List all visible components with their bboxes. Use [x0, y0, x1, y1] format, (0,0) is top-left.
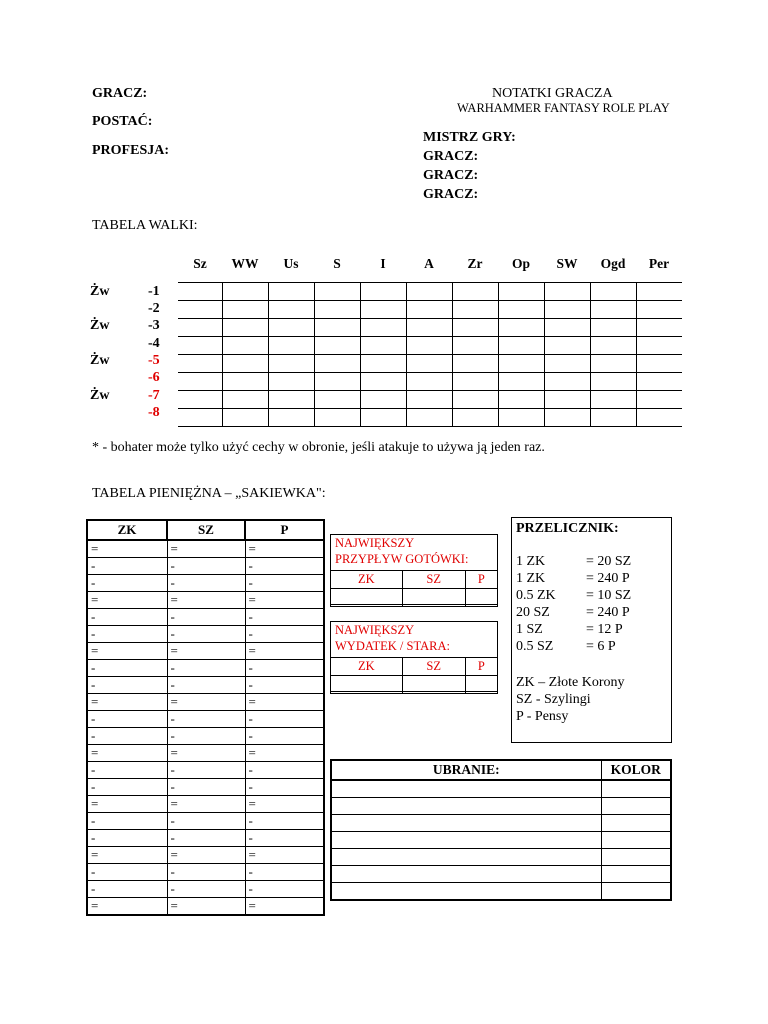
money-entry-row	[87, 762, 324, 779]
inflow-cell[interactable]	[331, 589, 403, 607]
money-entry-cell[interactable]: -	[245, 779, 324, 796]
color-cell[interactable]	[601, 780, 671, 798]
combat-cell[interactable]	[544, 283, 590, 301]
money-entry-cell[interactable]: -	[167, 762, 245, 779]
combat-cell[interactable]	[452, 283, 498, 301]
inflow-col-sz: SZ	[402, 571, 465, 589]
money-entry-cell[interactable]: -	[87, 711, 167, 728]
converter-to: = 20 SZ	[586, 554, 632, 569]
clothing-row	[331, 780, 671, 798]
outflow-cell[interactable]	[465, 676, 497, 694]
color-header: KOLOR	[601, 760, 671, 780]
combat-column-header: Ogd	[600, 256, 626, 271]
combat-cell[interactable]	[590, 391, 636, 409]
money-entry-row	[87, 830, 324, 847]
money-total-cell[interactable]: =	[167, 592, 245, 609]
money-entry-cell[interactable]: -	[87, 779, 167, 796]
combat-column-header: Zr	[467, 256, 483, 271]
money-entry-cell[interactable]: -	[87, 762, 167, 779]
combat-cell[interactable]	[406, 283, 452, 301]
combat-row	[178, 283, 682, 301]
combat-column-header: Us	[283, 256, 299, 271]
money-entry-cell[interactable]: -	[167, 830, 245, 847]
combat-cell[interactable]	[178, 373, 222, 391]
combat-cell[interactable]	[314, 409, 360, 427]
combat-cell[interactable]	[590, 301, 636, 319]
inflow-cell[interactable]	[402, 589, 465, 607]
money-entry-cell[interactable]: -	[87, 575, 167, 592]
zw-label: Żw	[90, 388, 110, 403]
money-entry-row	[87, 864, 324, 881]
combat-cell[interactable]	[178, 301, 222, 319]
clothing-row	[331, 866, 671, 883]
money-total-cell[interactable]: =	[245, 796, 324, 813]
clothing-cell[interactable]	[331, 798, 601, 815]
clothing-cell[interactable]	[331, 815, 601, 832]
money-entry-row	[87, 660, 324, 677]
money-total-cell[interactable]: =	[245, 540, 324, 558]
combat-cell[interactable]	[636, 337, 682, 355]
money-total-cell[interactable]: =	[167, 745, 245, 762]
inflow-line2: PRZYPŁYW GOTÓWKI:	[335, 552, 469, 566]
combat-cell[interactable]	[360, 319, 406, 337]
money-total-cell[interactable]: =	[245, 694, 324, 711]
combat-cell[interactable]	[636, 283, 682, 301]
money-entry-cell[interactable]: -	[245, 864, 324, 881]
combat-cell[interactable]	[222, 355, 268, 373]
combat-column-header: S	[333, 256, 341, 271]
converter-from: 0.5 ZK	[516, 588, 556, 603]
combat-cell[interactable]	[178, 319, 222, 337]
combat-cell[interactable]	[406, 373, 452, 391]
money-total-cell[interactable]: =	[87, 796, 167, 813]
money-table-label: TABELA PIENIĘŻNA – „SAKIEWKA":	[92, 486, 326, 501]
clothing-header: UBRANIE:	[331, 760, 601, 780]
converter-from: 0.5 SZ	[516, 639, 554, 654]
money-entry-cell[interactable]: -	[167, 711, 245, 728]
combat-cell[interactable]	[452, 319, 498, 337]
money-entry-cell[interactable]: -	[245, 575, 324, 592]
combat-cell[interactable]	[406, 319, 452, 337]
combat-cell[interactable]	[544, 337, 590, 355]
money-total-cell[interactable]: =	[87, 694, 167, 711]
color-cell[interactable]	[601, 832, 671, 849]
combat-cell[interactable]	[498, 283, 544, 301]
converter-title: PRZELICZNIK:	[516, 521, 619, 536]
clothing-row	[331, 883, 671, 901]
page-title: NOTATKI GRACZA	[492, 86, 613, 101]
money-entry-row	[87, 677, 324, 694]
combat-column-header: Sz	[193, 256, 207, 271]
combat-cell[interactable]	[452, 391, 498, 409]
zw-label: Żw	[90, 284, 110, 299]
combat-table-label: TABELA WALKI:	[92, 218, 198, 233]
page-subtitle: WARHAMMER FANTASY ROLE PLAY	[457, 101, 670, 115]
combat-cell[interactable]	[222, 283, 268, 301]
combat-cell[interactable]	[498, 301, 544, 319]
money-table	[86, 519, 325, 916]
combat-cell[interactable]	[452, 409, 498, 427]
money-total-cell[interactable]: =	[87, 592, 167, 609]
money-entry-cell[interactable]: -	[167, 881, 245, 898]
money-total-row	[87, 796, 324, 813]
money-total-cell[interactable]: =	[167, 796, 245, 813]
color-cell[interactable]	[601, 849, 671, 866]
combat-cell[interactable]	[268, 355, 314, 373]
combat-row-label: -4	[148, 336, 160, 351]
combat-cell[interactable]	[178, 283, 222, 301]
money-total-row	[87, 745, 324, 762]
gm-label: MISTRZ GRY:	[423, 130, 516, 145]
character-label: POSTAĆ:	[92, 114, 153, 129]
combat-cell[interactable]	[636, 409, 682, 427]
money-total-cell[interactable]: =	[87, 898, 167, 916]
inflow-col-zk: ZK	[331, 571, 403, 589]
converter-from: 20 SZ	[516, 605, 550, 620]
clothing-row	[331, 798, 671, 815]
money-entry-cell[interactable]: -	[245, 558, 324, 575]
combat-cell[interactable]	[636, 391, 682, 409]
legend-p: P - Pensy	[516, 709, 569, 724]
combat-row-label: -3	[148, 318, 160, 333]
converter-from: 1 ZK	[516, 554, 546, 569]
color-cell[interactable]	[601, 815, 671, 832]
combat-cell[interactable]	[268, 319, 314, 337]
clothing-cell[interactable]	[331, 849, 601, 866]
combat-cell[interactable]	[544, 409, 590, 427]
combat-column-header: WW	[231, 256, 259, 271]
player-label: GRACZ:	[92, 86, 148, 101]
combat-cell[interactable]	[268, 409, 314, 427]
combat-cell[interactable]	[268, 373, 314, 391]
converter-to: = 10 SZ	[586, 588, 632, 603]
money-entry-cell[interactable]: -	[245, 728, 324, 745]
combat-cell[interactable]	[590, 373, 636, 391]
combat-row-label: -6	[148, 370, 160, 385]
money-total-row	[87, 847, 324, 864]
player-label-3: GRACZ:	[423, 187, 479, 202]
money-entry-cell[interactable]: -	[87, 558, 167, 575]
color-cell[interactable]	[601, 883, 671, 901]
combat-cell[interactable]	[360, 301, 406, 319]
combat-cell[interactable]	[222, 301, 268, 319]
combat-row-label: -8	[148, 405, 160, 420]
money-total-cell[interactable]: =	[87, 745, 167, 762]
clothing-cell[interactable]	[331, 832, 601, 849]
combat-cell[interactable]	[636, 373, 682, 391]
converter-to: = 6 P	[586, 639, 616, 654]
combat-cell[interactable]	[360, 355, 406, 373]
combat-cell[interactable]	[590, 337, 636, 355]
outflow-line2: WYDATEK / STARA:	[335, 639, 450, 653]
money-entry-row	[87, 728, 324, 745]
money-total-row	[87, 898, 324, 916]
outflow-line1: NAJWIĘKSZY	[335, 623, 415, 637]
combat-cell[interactable]	[314, 283, 360, 301]
combat-column-header: Per	[648, 256, 670, 271]
money-entry-cell[interactable]: -	[245, 711, 324, 728]
outflow-cell[interactable]	[331, 676, 403, 694]
clothing-row	[331, 832, 671, 849]
outflow-col-zk: ZK	[331, 658, 403, 676]
combat-cell[interactable]	[406, 409, 452, 427]
outflow-col-p: P	[465, 658, 497, 676]
combat-cell[interactable]	[406, 355, 452, 373]
money-total-cell[interactable]: =	[245, 847, 324, 864]
converter-to: = 12 P	[586, 622, 623, 637]
inflow-cell[interactable]	[465, 589, 497, 607]
combat-column-header: A	[424, 256, 434, 271]
money-entry-cell[interactable]: -	[167, 626, 245, 643]
combat-row	[178, 373, 682, 391]
combat-cell[interactable]	[360, 283, 406, 301]
clothing-table	[330, 759, 672, 901]
money-total-cell[interactable]: =	[87, 643, 167, 660]
clothing-cell[interactable]	[331, 780, 601, 798]
combat-table	[178, 246, 682, 427]
money-entry-row	[87, 626, 324, 643]
money-entry-cell[interactable]: -	[245, 762, 324, 779]
biggest-outflow-box	[330, 621, 498, 692]
combat-cell[interactable]	[314, 337, 360, 355]
money-total-cell[interactable]: =	[167, 643, 245, 660]
combat-note: * - bohater może tylko użyć cechy w obronie, jeśli atakuje to używa ją jeden raz.	[92, 440, 545, 455]
combat-row-label: -2	[148, 301, 160, 316]
combat-cell[interactable]	[222, 409, 268, 427]
money-total-cell[interactable]: =	[245, 898, 324, 916]
money-total-cell[interactable]: =	[167, 898, 245, 916]
combat-row-label: -5	[148, 353, 160, 368]
money-total-cell[interactable]: =	[167, 694, 245, 711]
combat-cell[interactable]	[314, 319, 360, 337]
money-entry-cell[interactable]: -	[87, 830, 167, 847]
money-entry-row	[87, 779, 324, 796]
money-entry-cell[interactable]: -	[167, 558, 245, 575]
combat-row	[178, 355, 682, 373]
money-header-zk: ZK	[87, 520, 167, 540]
money-entry-row	[87, 813, 324, 830]
combat-cell[interactable]	[498, 319, 544, 337]
money-total-cell[interactable]: =	[87, 540, 167, 558]
money-entry-cell[interactable]: -	[245, 677, 324, 694]
combat-cell[interactable]	[360, 391, 406, 409]
clothing-cell[interactable]	[331, 866, 601, 883]
money-entry-cell[interactable]: -	[245, 609, 324, 626]
clothing-cell[interactable]	[331, 883, 601, 901]
combat-cell[interactable]	[590, 355, 636, 373]
money-entry-cell[interactable]: -	[87, 626, 167, 643]
combat-cell[interactable]	[406, 391, 452, 409]
money-total-cell[interactable]: =	[245, 643, 324, 660]
combat-cell[interactable]	[178, 391, 222, 409]
money-entry-cell[interactable]: -	[87, 728, 167, 745]
money-entry-row	[87, 711, 324, 728]
money-entry-cell[interactable]: -	[245, 881, 324, 898]
money-entry-cell[interactable]: -	[245, 626, 324, 643]
combat-cell[interactable]	[636, 319, 682, 337]
money-entry-cell[interactable]: -	[167, 779, 245, 796]
clothing-row	[331, 849, 671, 866]
combat-cell[interactable]	[544, 373, 590, 391]
zw-label: Żw	[90, 318, 110, 333]
money-total-row	[87, 643, 324, 660]
combat-cell[interactable]	[178, 355, 222, 373]
profession-label: PROFESJA:	[92, 143, 169, 158]
combat-cell[interactable]	[406, 337, 452, 355]
combat-cell[interactable]	[544, 319, 590, 337]
combat-cell[interactable]	[268, 337, 314, 355]
combat-cell[interactable]	[498, 409, 544, 427]
combat-cell[interactable]	[360, 373, 406, 391]
combat-row	[178, 319, 682, 337]
legend-sz: SZ - Szylingi	[516, 692, 591, 707]
money-entry-row	[87, 558, 324, 575]
combat-cell[interactable]	[268, 391, 314, 409]
player-label-2: GRACZ:	[423, 168, 479, 183]
combat-row-label: -7	[148, 388, 160, 403]
outflow-col-sz: SZ	[402, 658, 465, 676]
combat-cell[interactable]	[178, 409, 222, 427]
combat-row	[178, 301, 682, 319]
money-total-row	[87, 592, 324, 609]
combat-cell[interactable]	[590, 319, 636, 337]
combat-cell[interactable]	[636, 355, 682, 373]
combat-row-label: -1	[148, 284, 160, 299]
money-entry-cell[interactable]: -	[245, 813, 324, 830]
money-entry-cell[interactable]: -	[87, 677, 167, 694]
combat-cell[interactable]	[314, 355, 360, 373]
money-total-cell[interactable]: =	[245, 592, 324, 609]
money-total-row	[87, 540, 324, 558]
money-entry-cell[interactable]: -	[245, 830, 324, 847]
money-entry-cell[interactable]: -	[167, 864, 245, 881]
combat-cell[interactable]	[544, 391, 590, 409]
converter-from: 1 ZK	[516, 571, 546, 586]
converter-to: = 240 P	[586, 571, 630, 586]
combat-cell[interactable]	[360, 409, 406, 427]
combat-cell[interactable]	[452, 355, 498, 373]
combat-cell[interactable]	[498, 337, 544, 355]
combat-row	[178, 391, 682, 409]
inflow-col-p: P	[465, 571, 497, 589]
combat-column-header: Op	[511, 256, 530, 271]
combat-cell[interactable]	[544, 355, 590, 373]
money-entry-row	[87, 881, 324, 898]
combat-cell[interactable]	[360, 337, 406, 355]
inflow-line1: NAJWIĘKSZY	[335, 536, 415, 550]
biggest-inflow-box	[330, 534, 498, 605]
combat-row	[178, 337, 682, 355]
money-entry-cell[interactable]: -	[167, 813, 245, 830]
money-entry-cell[interactable]: -	[87, 881, 167, 898]
money-total-cell[interactable]: =	[167, 540, 245, 558]
legend-zk: ZK – Złote Korony	[516, 675, 625, 690]
combat-cell[interactable]	[314, 373, 360, 391]
money-entry-cell[interactable]: -	[167, 575, 245, 592]
money-entry-cell[interactable]: -	[87, 660, 167, 677]
combat-cell[interactable]	[222, 319, 268, 337]
combat-cell[interactable]	[406, 301, 452, 319]
money-entry-cell[interactable]: -	[245, 660, 324, 677]
combat-cell[interactable]	[222, 373, 268, 391]
money-header-p: P	[245, 520, 324, 540]
combat-cell[interactable]	[268, 301, 314, 319]
combat-cell[interactable]	[222, 337, 268, 355]
money-entry-cell[interactable]: -	[87, 609, 167, 626]
combat-cell[interactable]	[314, 391, 360, 409]
money-entry-row	[87, 609, 324, 626]
money-entry-cell[interactable]: -	[167, 609, 245, 626]
combat-cell[interactable]	[498, 373, 544, 391]
combat-cell[interactable]	[314, 301, 360, 319]
money-total-cell[interactable]: =	[167, 847, 245, 864]
money-entry-cell[interactable]: -	[87, 864, 167, 881]
combat-cell[interactable]	[452, 301, 498, 319]
combat-cell[interactable]	[498, 391, 544, 409]
combat-cell[interactable]	[498, 355, 544, 373]
combat-cell[interactable]	[544, 301, 590, 319]
money-entry-cell[interactable]: -	[87, 813, 167, 830]
zw-label: Żw	[90, 353, 110, 368]
combat-cell[interactable]	[268, 283, 314, 301]
combat-cell[interactable]	[636, 301, 682, 319]
player-label-1: GRACZ:	[423, 149, 479, 164]
money-entry-cell[interactable]: -	[167, 728, 245, 745]
color-cell[interactable]	[601, 798, 671, 815]
money-total-cell[interactable]: =	[245, 745, 324, 762]
money-total-cell[interactable]: =	[87, 847, 167, 864]
combat-cell[interactable]	[452, 337, 498, 355]
money-entry-row	[87, 575, 324, 592]
money-entry-cell[interactable]: -	[167, 660, 245, 677]
combat-row	[178, 409, 682, 427]
combat-cell[interactable]	[222, 391, 268, 409]
combat-column-header: I	[380, 256, 386, 271]
money-entry-cell[interactable]: -	[167, 677, 245, 694]
converter-box	[511, 517, 672, 743]
combat-cell[interactable]	[452, 373, 498, 391]
combat-cell[interactable]	[590, 409, 636, 427]
converter-to: = 240 P	[586, 605, 630, 620]
converter-from: 1 SZ	[516, 622, 543, 637]
clothing-row	[331, 815, 671, 832]
color-cell[interactable]	[601, 866, 671, 883]
combat-cell[interactable]	[590, 283, 636, 301]
money-header-sz: SZ	[167, 520, 245, 540]
outflow-cell[interactable]	[402, 676, 465, 694]
money-total-row	[87, 694, 324, 711]
combat-column-header: SW	[556, 256, 578, 271]
combat-cell[interactable]	[178, 337, 222, 355]
